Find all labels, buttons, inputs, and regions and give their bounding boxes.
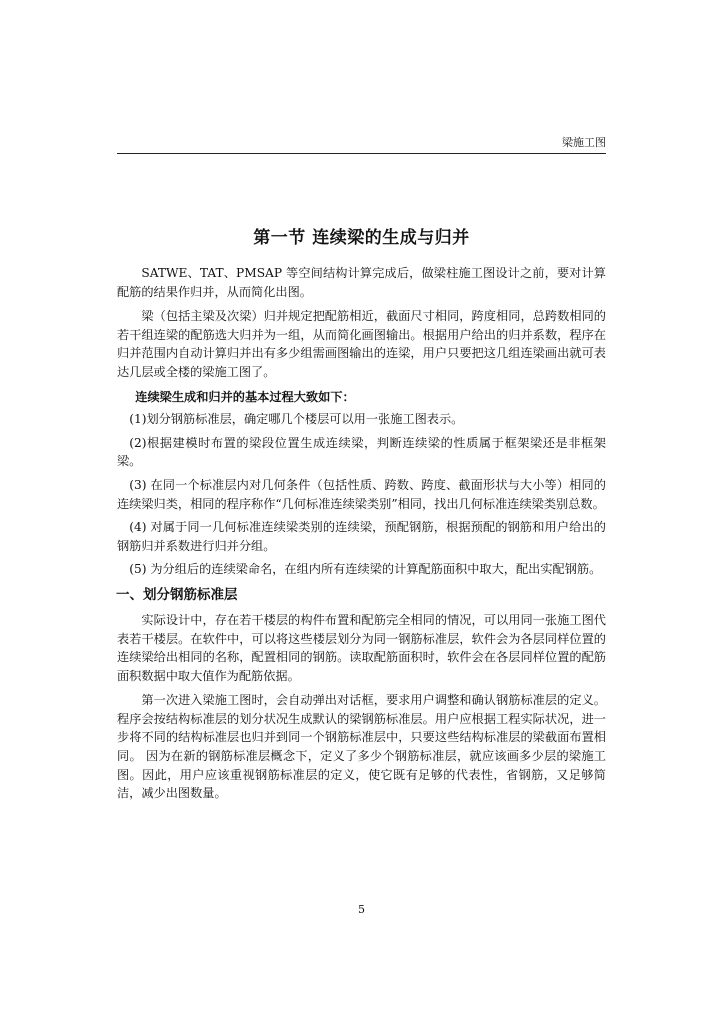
subsection-paragraph: 第一次进入梁施工图时，会自动弹出对话框，要求用户调整和确认钢筋标准层的定义。程序会按结构标准层的划分状况生成默认的梁钢筋标准层。用户应根据工程实际状况，进一步将不同的结构标准层也归并到同一个钢筋标准层中，只要这些结构标准层的梁截面布置相同。 因为在新的钢筋标准层概念下，定义了多少个钢筋标准层，就应该画多少层的梁施工图。因此，用户应该重视钢筋标准层的定义，使它既有足够的代表性，省钢筋，又足够简洁，减少出图数量。 xyxy=(117,693,606,801)
process-step: (4) 对属于同一几何标准连续梁类别的连续梁，预配钢筋，根据预配的钢筋和用户给出的钢筋归并系数进行归并分组。 xyxy=(117,520,606,553)
page-number: 5 xyxy=(358,903,365,916)
body-text xyxy=(117,264,606,809)
intro-paragraph: SATWE、TAT、PMSAP 等空间结构计算完成后，做梁柱施工图设计之前，要对计算配筋的结果作归并，从而简化出图。 xyxy=(117,266,606,299)
subsection-heading: 一、划分钢筋标准层 xyxy=(116,586,238,603)
subsection-paragraph: 实际设计中，存在若干楼层的构件布置和配筋完全相同的情况，可以用同一张施工图代表若干楼层。在软件中，可以将这些楼层划分为同一钢筋标准层，软件会为各层同样位置的连续梁给出相同的名称，配置相同的钢筋。读取配筋面积时，软件会在各层同样位置的配筋面积数据中取大值作为配筋依据。 xyxy=(117,612,606,683)
process-step: (1)划分钢筋标准层，确定哪几个楼层可以用一张施工图表示。 xyxy=(129,412,464,427)
running-header xyxy=(117,136,606,154)
process-intro: 连续梁生成和归并的基本过程大致如下： xyxy=(135,389,355,404)
intro-paragraph: 梁（包括主梁及次梁）归并规定把配筋相近，截面尺寸相同，跨度相同，总跨数相同的若干组连梁的配筋选大归并为一组，从而简化画图输出。根据用户给出的归并系数，程序在归并范围内自动计算归并出有多少组需画图输出的连梁，用户只要把这几组连梁画出就可表达几层或全楼的梁施工图了。 xyxy=(117,309,606,379)
section-title: 第一节 连续梁的生成与归并 xyxy=(253,228,470,248)
chapter-title: 梁施工图 xyxy=(562,136,606,149)
process-step: (3) 在同一个标准层内对几何条件（包括性质、跨数、跨度、截面形状与大小等）相同的连续梁归类，相同的程序称作“几何标准连续梁类别”相同，找出几何标准连续梁类别总数。 xyxy=(117,477,606,511)
process-step: (2)根据建模时布置的梁段位置生成连续梁，判断连续梁的性质属于框架梁还是非框架梁。 xyxy=(117,435,606,469)
process-step: (5) 为分组后的连续梁命名，在组内所有连续梁的计算配筋面积中取大，配出实配钢筋。 xyxy=(129,562,602,577)
